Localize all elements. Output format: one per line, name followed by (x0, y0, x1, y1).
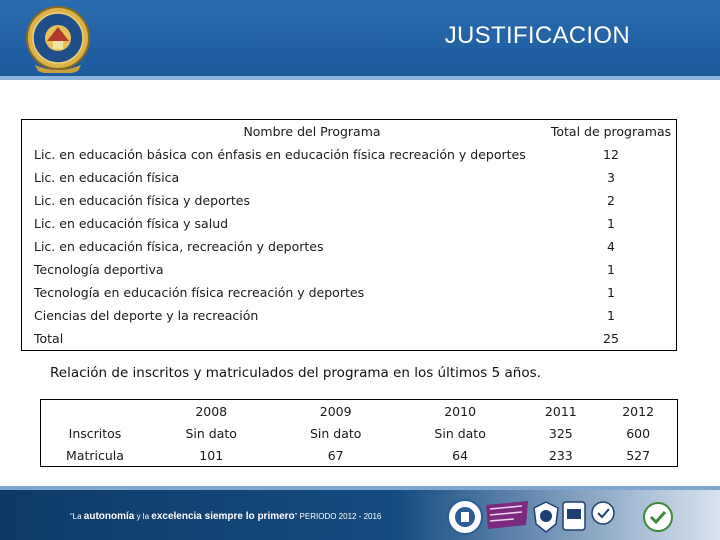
table-cell: 325 (548, 425, 573, 441)
program-name: Lic. en educación básica con énfasis en educación física recreación y deportes (34, 147, 526, 162)
program-name: Lic. en educación física, recreación y deportes (34, 239, 324, 254)
motto-suffix: ” PERIODO 2012 - 2016 (294, 512, 382, 521)
university-seal-logo (10, 3, 106, 73)
motto-mid: y la (134, 512, 152, 521)
program-name: Ciencias del deporte y la recreación (34, 308, 259, 323)
program-name: Lic. en educación física (34, 170, 180, 185)
year-header: 2011 (544, 403, 577, 419)
table-row (22, 143, 677, 166)
certification-seal-icon (590, 500, 616, 530)
program-name-header: Nombre del Programa (243, 124, 381, 139)
program-count: 2 (607, 193, 615, 208)
year-header: 2010 (444, 403, 477, 419)
program-count: 3 (607, 170, 615, 185)
empty-corner-cell (41, 400, 150, 423)
table-header-row (22, 120, 677, 144)
table-cell: 600 (626, 425, 651, 441)
motto-word-excelencia: excelencia siempre lo primero (151, 511, 295, 522)
row-label: Inscritos (68, 425, 122, 441)
table-row (22, 258, 677, 281)
program-count: 1 (607, 262, 615, 277)
table-row (41, 444, 678, 467)
table-row (22, 304, 677, 327)
programs-table (21, 119, 677, 351)
enrollment-caption: Relación de inscritos y matriculados del programa en los últimos 5 años. (50, 365, 541, 381)
program-count: 1 (607, 216, 615, 231)
table-cell: Sin dato (309, 425, 362, 441)
certification-mark-icon (562, 501, 586, 531)
program-total-header: Total de programas (550, 124, 672, 139)
total-value: 25 (603, 331, 619, 346)
program-count: 12 (603, 147, 619, 162)
university-seal-icon (446, 498, 484, 536)
motto-word-autonomia: autonomía (83, 511, 135, 522)
table-cell: Sin dato (434, 425, 486, 441)
year-header: 2009 (319, 403, 352, 419)
header-divider (0, 76, 720, 80)
program-count: 1 (607, 285, 615, 300)
table-cell: 67 (327, 447, 344, 463)
checkmark-badge-icon (642, 501, 674, 533)
enrollment-table (40, 399, 678, 467)
program-name: Tecnología en educación física recreación y deportes (34, 285, 365, 300)
year-header-row (41, 400, 678, 423)
table-cell: 64 (452, 447, 469, 463)
quality-shield-icon (532, 500, 560, 534)
footer-motto (70, 511, 381, 522)
table-cell: 233 (548, 447, 573, 463)
table-row (22, 189, 677, 212)
table-row (22, 281, 677, 304)
table-row (22, 212, 677, 235)
program-name: Lic. en educación física y deportes (34, 193, 250, 208)
year-header: 2008 (195, 403, 228, 419)
program-name: Tecnología deportiva (34, 262, 164, 277)
table-cell: 101 (199, 447, 224, 463)
total-label: Total (34, 331, 64, 346)
program-count: 1 (607, 308, 615, 323)
accreditation-ribbon-icon (484, 499, 530, 531)
table-row (41, 422, 678, 444)
table-cell: Sin dato (185, 425, 237, 441)
table-row (22, 166, 677, 189)
row-label: Matricula (66, 447, 124, 463)
year-header: 2012 (622, 403, 655, 419)
program-name: Lic. en educación física y salud (34, 216, 229, 231)
table-cell: 527 (626, 447, 651, 463)
page-title: JUSTIFICACION (444, 22, 630, 49)
table-row (22, 235, 677, 258)
table-total-row (22, 327, 677, 351)
program-count: 4 (607, 239, 615, 254)
motto-prefix: “La (70, 512, 84, 521)
